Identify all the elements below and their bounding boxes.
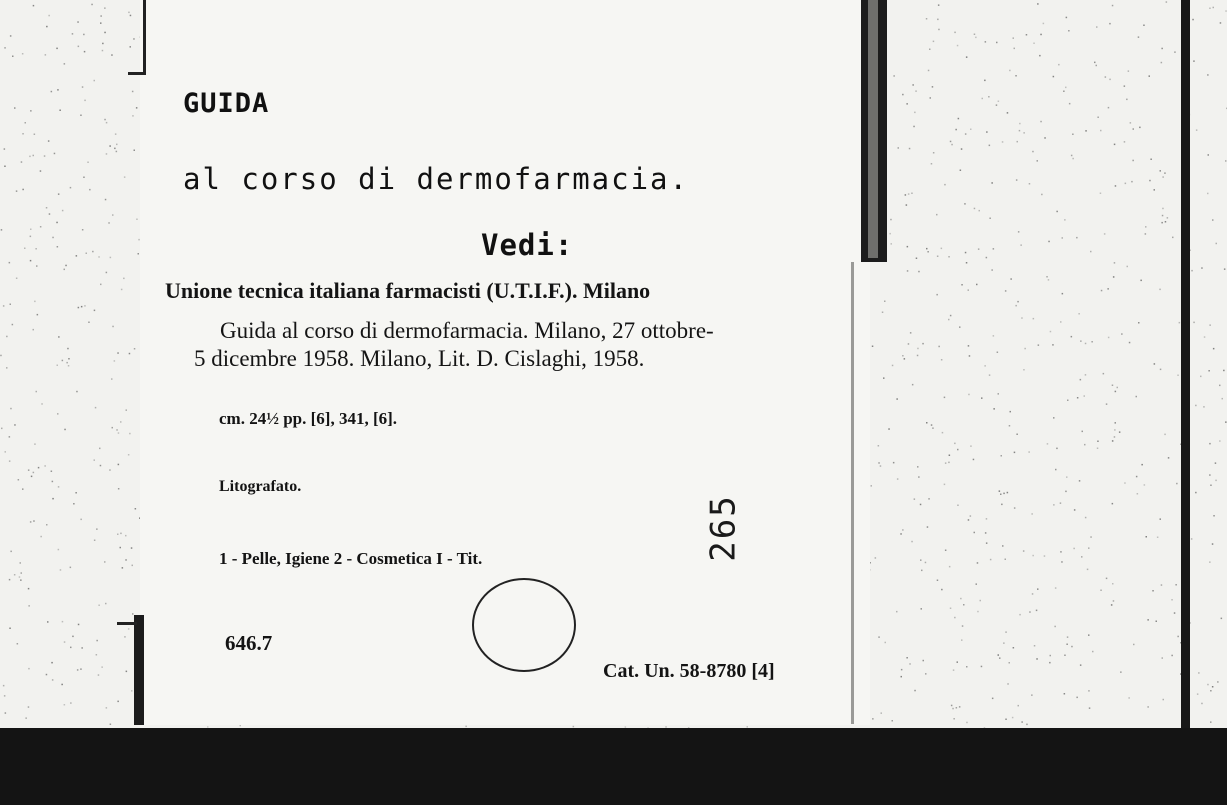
card-corner-bracket bbox=[128, 0, 146, 75]
card-class-number: 646.7 bbox=[225, 631, 273, 655]
card-heading: GUIDA bbox=[183, 88, 270, 119]
drawer-edge-line bbox=[1181, 0, 1190, 728]
card-left-clip bbox=[134, 615, 144, 725]
card-subtitle: al corso di dermofarmacia. bbox=[183, 162, 689, 196]
card-collation: cm. 24½ pp. [6], 341, [6]. bbox=[219, 409, 398, 428]
card-left-tick bbox=[117, 622, 137, 625]
card-subjects: 1 - Pelle, Igiene 2 - Cosmetica I - Tit. bbox=[219, 549, 483, 568]
see-reference-label: Vedi: bbox=[481, 228, 574, 262]
card-note: Litografato. bbox=[219, 478, 302, 495]
card-title-line-2: 5 dicembre 1958. Milano, Lit. D. Cislaghi, 1958. bbox=[194, 346, 645, 371]
card-right-edge bbox=[851, 262, 854, 724]
card-holder-rail-inner bbox=[868, 0, 878, 258]
card-catalog-number: Cat. Un. 58-8780 [4] bbox=[603, 660, 775, 682]
handwritten-stamp-number: 265 bbox=[703, 494, 744, 562]
card-title-line-1: Guida al corso di dermofarmacia. Milano, 27 ottobre- bbox=[220, 318, 714, 343]
card-author: Unione tecnica italiana farmacisti (U.T.I.F.). Milano bbox=[165, 278, 651, 303]
scan-bottom-band bbox=[0, 728, 1227, 805]
card-punch-hole bbox=[472, 578, 576, 672]
